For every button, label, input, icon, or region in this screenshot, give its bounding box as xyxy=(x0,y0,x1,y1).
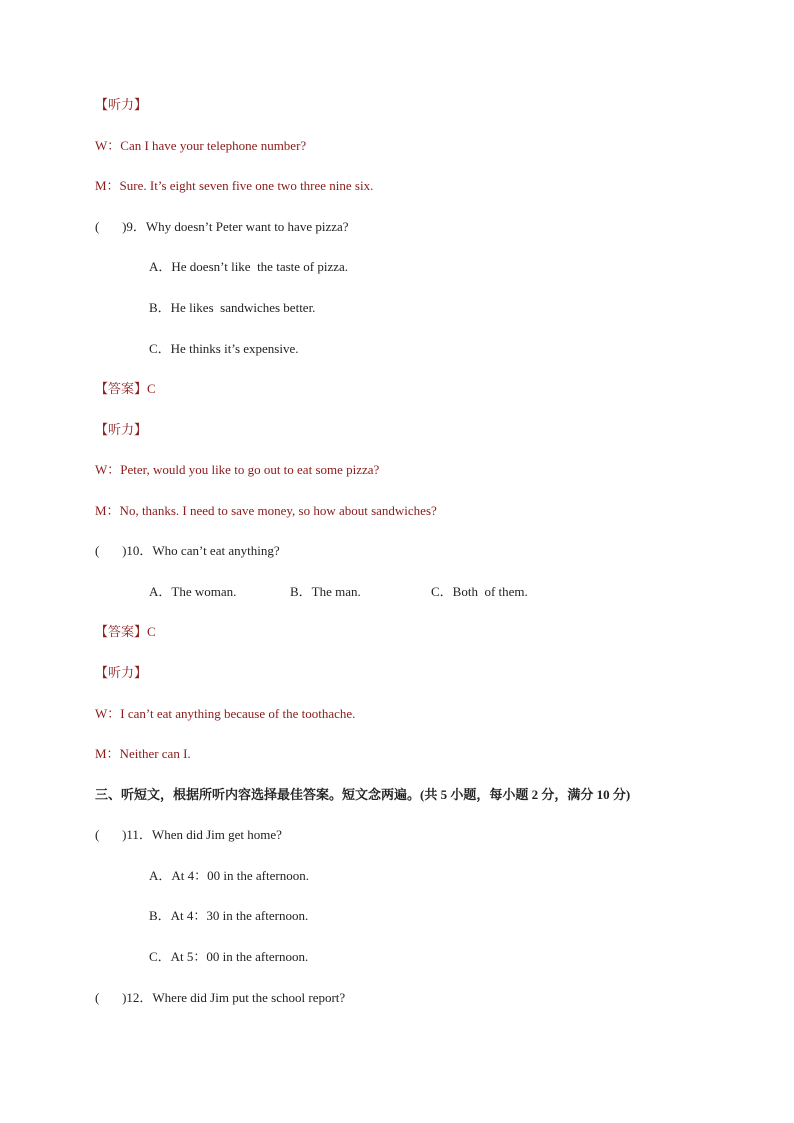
option-a: A．He doesn’t like the taste of pizza. xyxy=(149,259,349,274)
dialogue-line: M：Sure. It’s eight seven five one two three nine six. xyxy=(95,178,374,193)
dialogue-line: M：No, thanks. I need to save money, so how about sandwiches? xyxy=(95,503,437,518)
question-10: ( )10．Who can’t eat anything? xyxy=(95,543,280,558)
option-b: B．He likes sandwiches better. xyxy=(149,300,316,315)
answer-label: 【答案】C xyxy=(95,381,156,396)
option-c: C．He thinks it’s expensive. xyxy=(149,341,299,356)
answer-label: 【答案】C xyxy=(95,624,156,639)
question-12: ( )12．Where did Jim put the school report? xyxy=(95,990,346,1005)
dialogue-line: M：Neither can I. xyxy=(95,746,191,761)
question-9: ( )9．Why doesn’t Peter want to have pizza? xyxy=(95,219,349,234)
option-a: A．At 4：00 in the afternoon. xyxy=(149,868,309,883)
section-heading: 三、听短文，根据所听内容选择最佳答案。短文念两遍。(共 5 小题，每小题 2 分，满分 10 分) xyxy=(95,787,631,802)
question-11: ( )11．When did Jim get home? xyxy=(95,827,282,842)
listening-label: 【听力】 xyxy=(95,422,148,437)
dialogue-line: W：Peter, would you like to go out to eat some pizza? xyxy=(95,462,380,477)
option-b: B．The man. xyxy=(290,584,361,599)
dialogue-line: W：Can I have your telephone number? xyxy=(95,138,307,153)
option-c: C．Both of them. xyxy=(431,584,528,599)
option-c: C．At 5：00 in the afternoon. xyxy=(149,949,309,964)
option-a: A．The woman. xyxy=(149,584,237,599)
listening-label: 【听力】 xyxy=(95,97,148,112)
dialogue-line: W：I can’t eat anything because of the toothache. xyxy=(95,706,356,721)
listening-label: 【听力】 xyxy=(95,665,148,680)
option-b: B．At 4：30 in the afternoon. xyxy=(149,908,309,923)
